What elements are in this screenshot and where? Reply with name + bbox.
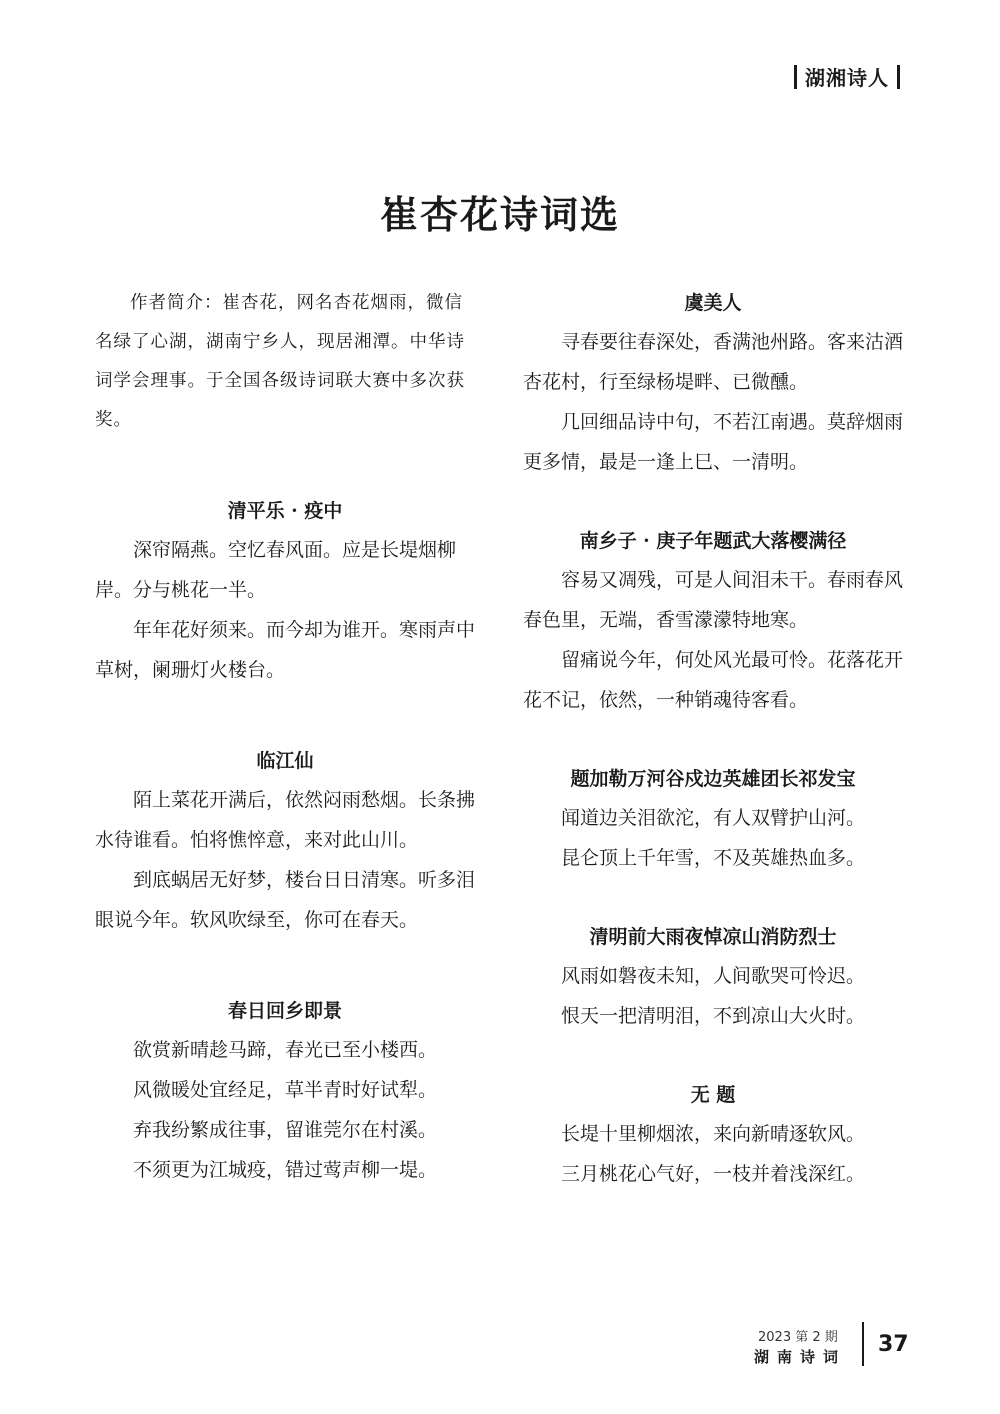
section-label: 湖湘诗人 xyxy=(805,66,889,90)
poem-line: 不须更为江城疫，错过莺声柳一堤。 xyxy=(133,1159,438,1181)
poem-title: 题加勒万河谷戍边英雄团长祁发宝 xyxy=(570,768,856,790)
poem xyxy=(95,492,475,690)
footer-divider xyxy=(862,1322,864,1366)
poem xyxy=(95,992,475,1190)
poem xyxy=(523,760,903,878)
poem-line: 昆仑顶上千年雪，不及英雄热血多。 xyxy=(561,847,866,869)
poem-title: 虞美人 xyxy=(684,292,742,314)
page-title: 崔杏花诗词选 xyxy=(379,192,620,237)
poem xyxy=(523,284,903,482)
poem xyxy=(95,742,475,940)
poem xyxy=(523,918,903,1036)
poem xyxy=(523,1076,903,1194)
poem-line: 寻春要往春深处，香满池州路。客来沽酒杏花村，行至绿杨堤畔、已微醺。 xyxy=(523,331,904,393)
poem-title: 春日回乡即景 xyxy=(227,1000,342,1022)
poem-title: 清平乐 · 疫中 xyxy=(227,500,343,522)
poem-line: 深帘隔燕。空忆春风面。应是长堤烟柳岸。分与桃花一半。 xyxy=(95,539,457,601)
poem-line: 留痛说今年，何处风光最可怜。花落花开花不记，依然，一种销魂待客看。 xyxy=(523,649,904,711)
poem-line: 长堤十里柳烟浓，来向新晴逐软风。 xyxy=(561,1123,866,1145)
page-number: 37 xyxy=(878,1332,909,1357)
poem-title: 临江仙 xyxy=(256,750,314,772)
poem-title: 清明前大雨夜悼凉山消防烈士 xyxy=(589,926,837,948)
section-tag xyxy=(794,62,900,91)
poem-line: 风微暖处宜经足，草半青时好试犁。 xyxy=(133,1079,438,1101)
poem-line: 到底蜗居无好梦，楼台日日清寒。听多泪眼说今年。软风吹绿至，你可在春天。 xyxy=(95,869,476,931)
right-column xyxy=(523,284,903,1194)
poem-line: 年年花好须来。而今却为谁开。寒雨声中草树，阑珊灯火楼台。 xyxy=(95,619,476,681)
poem-line: 三月桃花心气好，一枝并着浅深红。 xyxy=(561,1163,866,1185)
issue-label: 2023 第 2 期 xyxy=(758,1330,838,1345)
magazine-name: 湖南诗词 xyxy=(754,1348,847,1366)
poem-title: 南乡子 · 庚子年题武大落樱满径 xyxy=(579,530,847,552)
left-column xyxy=(95,284,475,1190)
poem-line: 容易又凋残，可是人间泪未干。春雨春风春色里，无端，香雪濛濛特地寒。 xyxy=(523,569,904,631)
poem-line: 几回细品诗中句，不若江南遇。莫辞烟雨更多情，最是一逢上巳、一清明。 xyxy=(523,411,904,473)
poem-line: 欲赏新晴趁马蹄，春光已至小楼西。 xyxy=(133,1039,438,1061)
poem-line: 陌上菜花开满后，依然闷雨愁烟。长条拂水待谁看。怕将憔悴意，来对此山川。 xyxy=(95,789,476,851)
author-bio: 作者简介：崔杏花，网名杏花烟雨，微信名绿了心湖，湖南宁乡人，现居湘潭。中华诗词学会理事。于全国各级诗词联大赛中多次获奖。 xyxy=(95,293,465,430)
poem-line: 弃我纷繁成往事，留谁莞尔在村溪。 xyxy=(133,1119,438,1141)
poem-line: 闻道边关泪欲沱，有人双臂护山河。 xyxy=(561,807,866,829)
poem-title: 无 题 xyxy=(690,1084,736,1106)
poem-line: 恨天一把清明泪，不到凉山大火时。 xyxy=(561,1005,866,1027)
tag-bar-right xyxy=(897,65,900,89)
tag-bar-left xyxy=(794,65,797,89)
poem-line: 风雨如磐夜未知，人间歌哭可怜迟。 xyxy=(561,965,866,987)
poem xyxy=(523,522,903,720)
